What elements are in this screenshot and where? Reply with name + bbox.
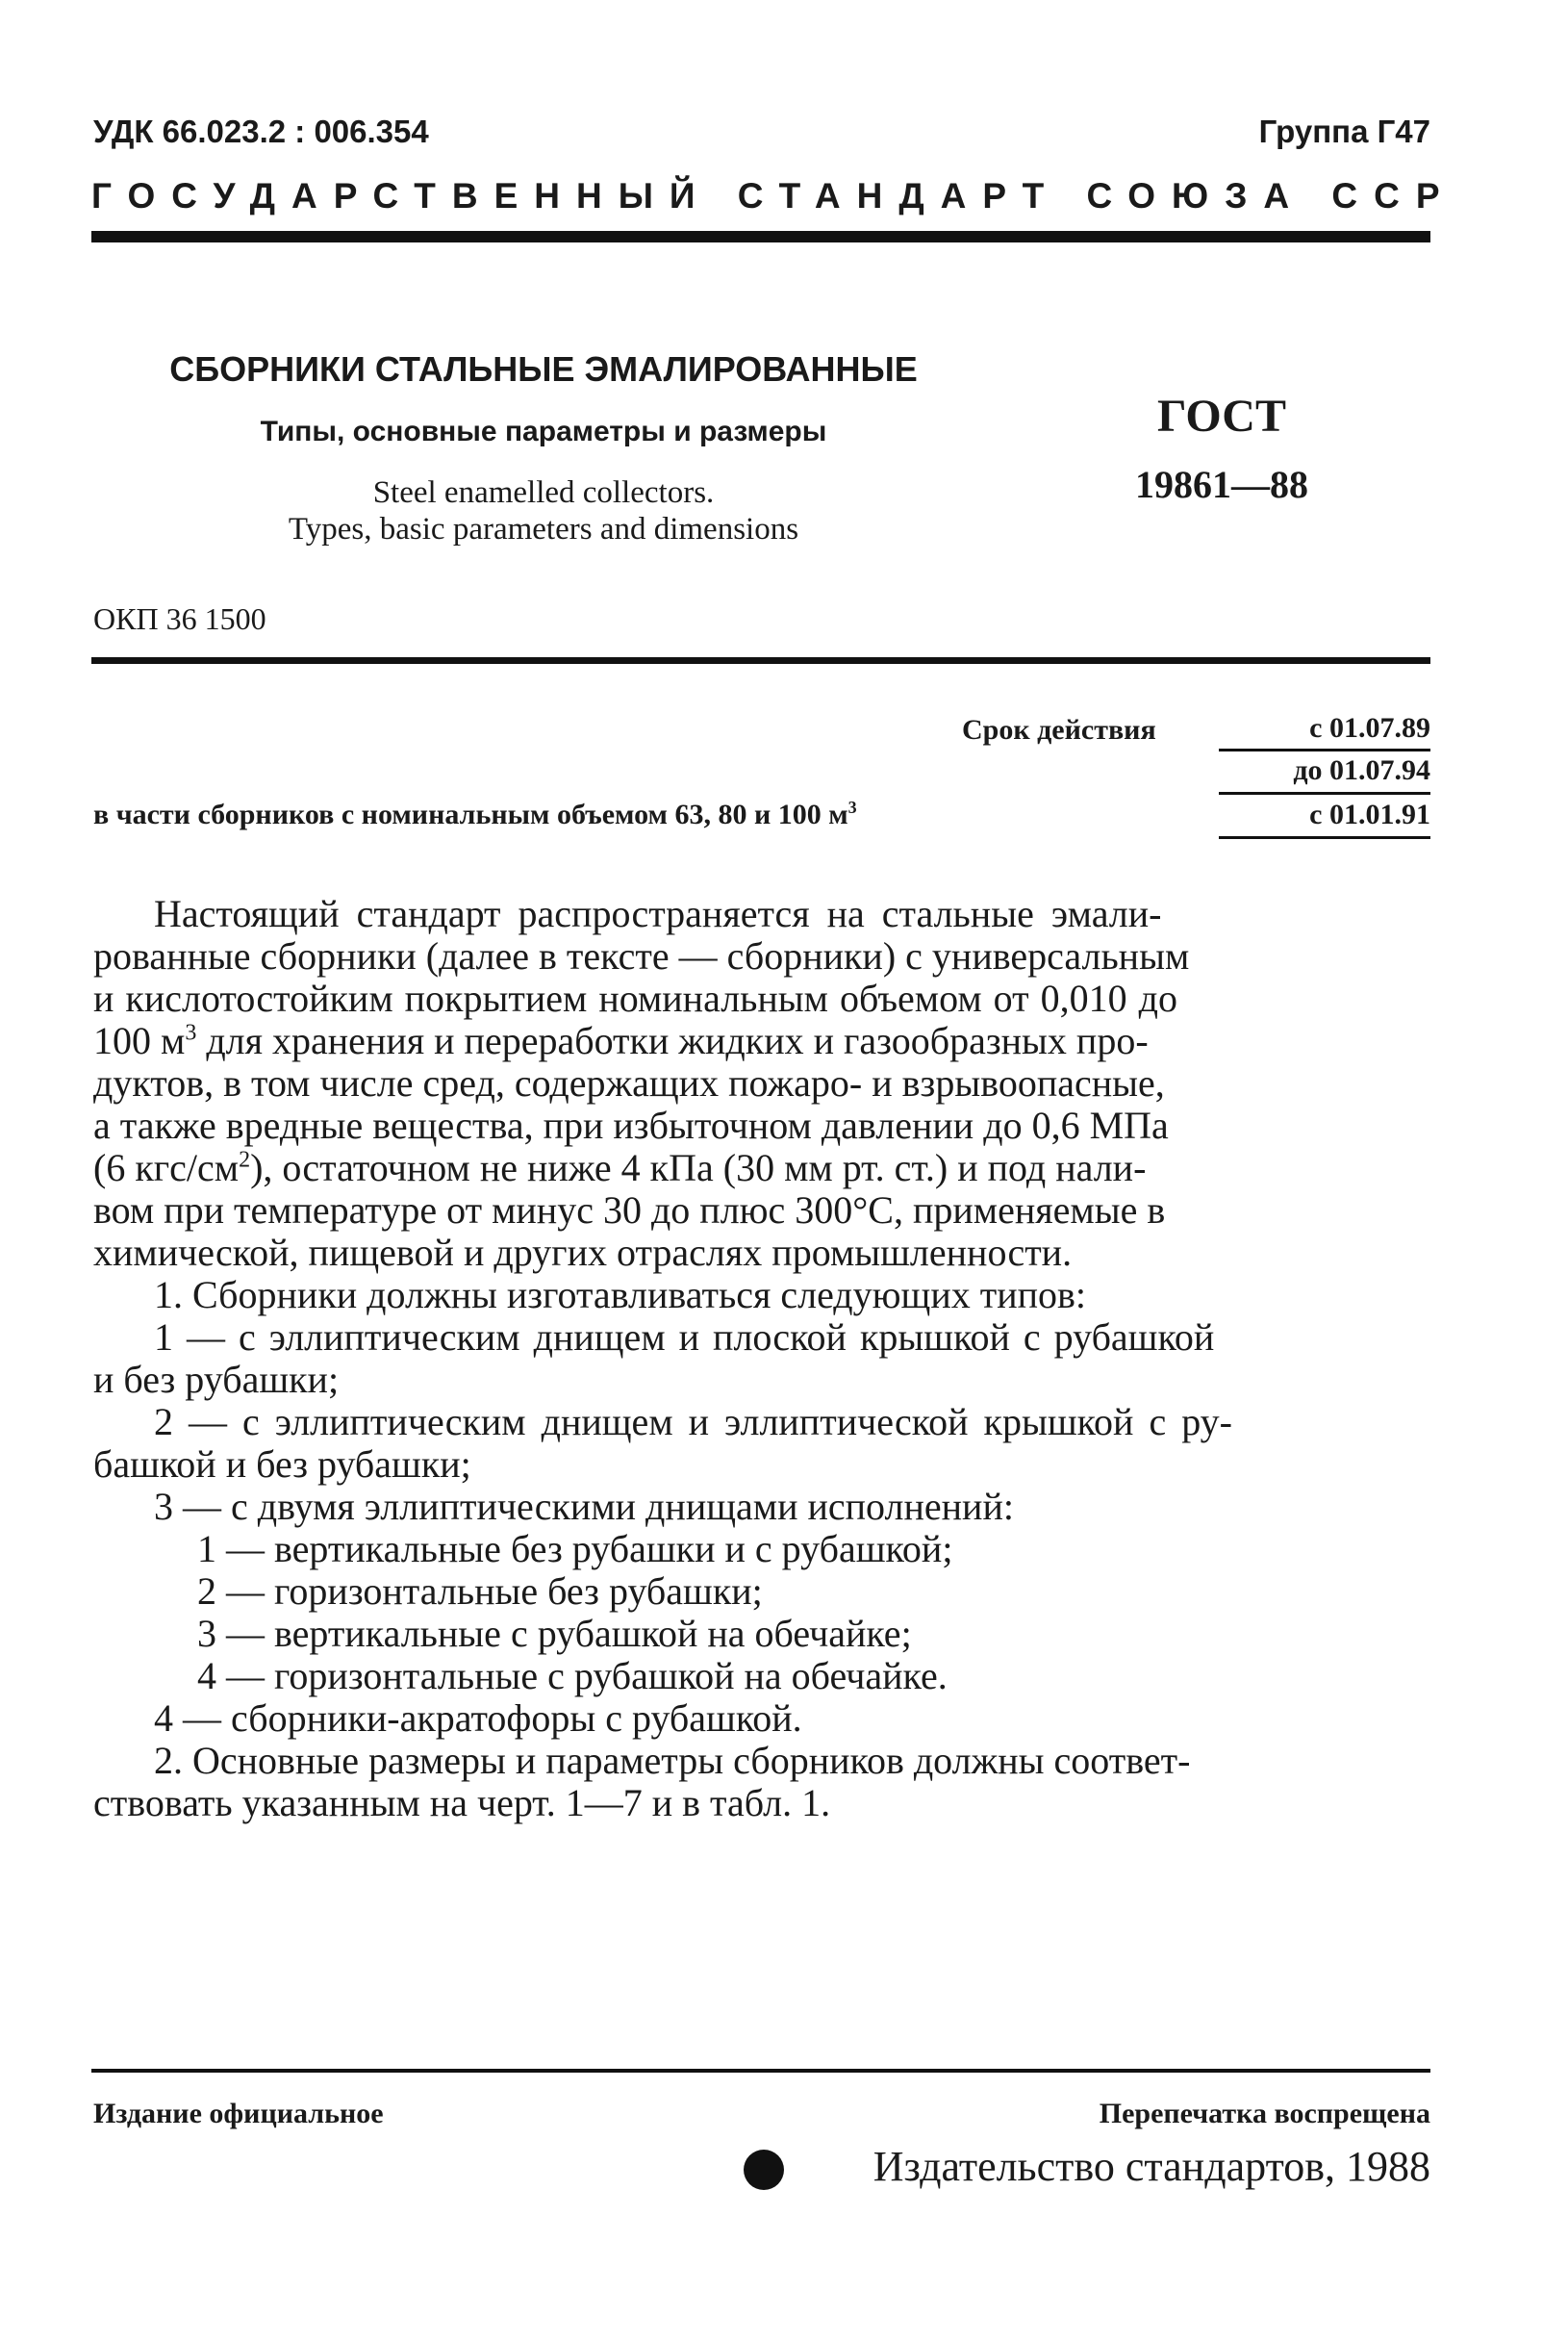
- body-line: 3 — вертикальные с рубашкой на обечайке;: [197, 1612, 912, 1655]
- body-line: 4 — сборники-акратофоры с рубашкой.: [154, 1696, 802, 1740]
- body-line: а также вредные вещества, при избыточном давлении до 0,6 МПа: [93, 1104, 1169, 1147]
- body-superscript: 2: [239, 1147, 251, 1173]
- english-title-line1: Steel enamelled collectors.: [372, 475, 715, 510]
- date-underline: [1219, 749, 1430, 751]
- state-standard-heading: ГОСУДАРСТВЕННЫЙ СТАНДАРТ СОЮЗА ССР: [91, 176, 1456, 216]
- document-subtitle: Типы, основные параметры и размеры: [260, 416, 827, 447]
- body-line: 1. Сборники должны изготавливаться следующих типов:: [154, 1273, 1087, 1316]
- body-line: 2 — с эллиптическим днищем и эллиптической крышкой с ру-: [154, 1400, 1232, 1443]
- body-line: и кислотостойким покрытием номинальным объемом от 0,010 до: [93, 977, 1177, 1020]
- gost-label: ГОСТ: [1157, 391, 1286, 442]
- body-line: рованные сборники (далее в тексте — сборники) с универсальным: [93, 934, 1190, 978]
- body-line: [93, 1019, 1149, 1062]
- body-line: 2 — горизонтальные без рубашки;: [197, 1569, 763, 1613]
- validity-label: Срок действия: [962, 714, 1156, 746]
- body-superscript: 3: [185, 1020, 197, 1046]
- body-text: для хранения и переработки жидких и газообразных про-: [196, 1019, 1149, 1062]
- validity-from: с 01.07.89: [1309, 712, 1430, 744]
- scope-text: в части сборников с номинальным объемом 63, 80 и 100 м: [93, 799, 848, 830]
- bottom-divider: [91, 2069, 1430, 2073]
- publisher-line: Издательство стандартов, 1988: [873, 2143, 1430, 2190]
- middle-divider: [91, 657, 1430, 664]
- body-line: вом при температуре от минус 30 до плюс 300°С, применяемые в: [93, 1188, 1166, 1232]
- okp-code: ОКП 36 1500: [93, 601, 266, 636]
- body-line: 2. Основные размеры и параметры сборников должны соответ-: [154, 1739, 1191, 1782]
- scope-from: с 01.01.91: [1309, 799, 1430, 830]
- date-underline: [1219, 836, 1430, 839]
- document-title: СБОРНИКИ СТАЛЬНЫЕ ЭМАЛИРОВАННЫЕ: [169, 349, 918, 389]
- body-text: ), остаточном не ниже 4 кПа (30 мм рт. ст.) и под нали-: [250, 1146, 1147, 1189]
- body-line: 1 — с эллиптическим днищем и плоской крышкой с рубашкой: [154, 1315, 1215, 1359]
- body-line: химической, пищевой и других отраслях промышленности.: [93, 1231, 1073, 1274]
- date-underline: [1219, 792, 1430, 795]
- body-line: 1 — вертикальные без рубашки и с рубашкой;: [197, 1527, 953, 1570]
- body-line: 3 — с двумя эллиптическими днищами исполнений:: [154, 1485, 1014, 1528]
- body-line: Настоящий стандарт распространяется на стальные эмали-: [154, 892, 1162, 935]
- body-line: [93, 1146, 1147, 1189]
- body-text: (6 кгс/см: [93, 1146, 240, 1189]
- body-line: 4 — горизонтальные с рубашкой на обечайке.: [197, 1654, 948, 1697]
- body-line: ствовать указанным на черт. 1—7 и в табл. 1.: [93, 1781, 831, 1824]
- udk-code: УДК 66.023.2 : 006.354: [93, 114, 429, 149]
- body-line: и без рубашки;: [93, 1358, 340, 1401]
- copyright-icon: [744, 2150, 784, 2190]
- gost-number: 19861—88: [1135, 463, 1308, 506]
- english-title-line2: Types, basic parameters and dimensions: [288, 512, 799, 547]
- validity-scope: [93, 799, 857, 831]
- body-line: башкой и без рубашки;: [93, 1442, 471, 1486]
- official-edition: Издание официальное: [93, 2098, 384, 2129]
- body-line: дуктов, в том числе сред, содержащих пожаро- и взрывоопасные,: [93, 1061, 1165, 1105]
- reprint-prohibited: Перепечатка воспрещена: [1099, 2098, 1430, 2129]
- body-text: 100 м: [93, 1019, 186, 1062]
- top-divider: [91, 231, 1430, 242]
- scope-superscript: 3: [847, 798, 857, 817]
- validity-until: до 01.07.94: [1293, 754, 1430, 786]
- group-code: Группа Г47: [1258, 114, 1430, 149]
